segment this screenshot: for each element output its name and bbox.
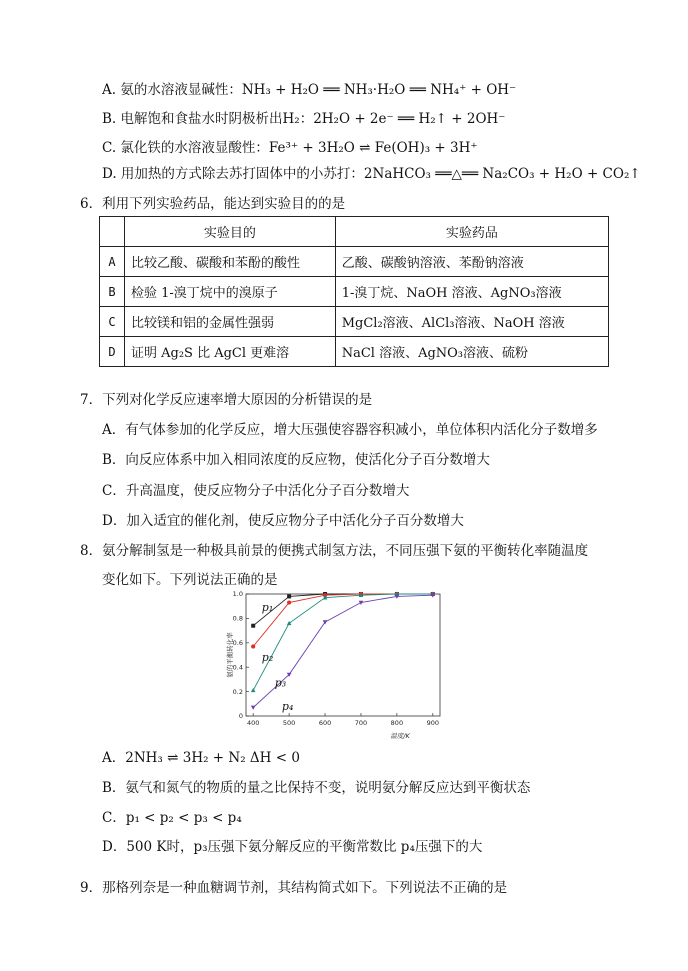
series-line bbox=[253, 594, 433, 626]
table-row bbox=[100, 307, 609, 337]
q6-table bbox=[99, 216, 609, 367]
row-key: A bbox=[100, 247, 125, 277]
y-tick-label: 0.2 bbox=[232, 687, 243, 696]
table-row bbox=[100, 277, 609, 307]
data-point bbox=[251, 644, 255, 648]
row-reagents: 乙酸、碳酸钠溶液、苯酚钠溶液 bbox=[335, 247, 608, 277]
q8-stem-line2: 变化如下。下列说法正确的是 bbox=[102, 572, 278, 588]
q8-option-b: B．氨气和氮气的物质的量之比保持不变，说明氨分解反应达到平衡状态 bbox=[102, 780, 531, 796]
x-tick-label: 400 bbox=[246, 719, 260, 727]
data-point bbox=[287, 594, 291, 598]
q6-stem: 6．利用下列实验药品，能达到实验目的的是 bbox=[80, 196, 346, 212]
q7-option-b: B．向反应体系中加入相同浓度的反应物，使活化分子百分数增大 bbox=[102, 452, 490, 468]
q7-option-c: C．升高温度，使反应物分子中活化分子百分数增大 bbox=[102, 483, 410, 499]
series-label: p₃ bbox=[274, 676, 287, 690]
row-key: B bbox=[100, 277, 125, 307]
row-reagents: 1-溴丁烷、NaOH 溶液、AgNO₃溶液 bbox=[335, 277, 608, 307]
q7-stem: 7．下列对化学反应速率增大原因的分析错误的是 bbox=[80, 392, 373, 408]
series-label: p₄ bbox=[281, 699, 294, 713]
q7-option-d: D．加入适宜的催化剂，使反应物分子中活化分子百分数增大 bbox=[102, 513, 464, 529]
data-point bbox=[287, 621, 292, 625]
q7-option-a: A．有气体参加的化学反应，增大压强使容器容积减小，单位体积内活化分子数增多 bbox=[102, 422, 598, 438]
q8-option-c: C．p₁ < p₂ < p₃ < p₄ bbox=[102, 810, 242, 826]
table-row bbox=[100, 337, 609, 367]
table-header-row bbox=[100, 217, 609, 247]
q8-option-d: D．500 K时，p₃压强下氨分解反应的平衡常数比 p₄压强下的大 bbox=[102, 839, 483, 855]
data-point bbox=[251, 688, 256, 692]
series-line bbox=[253, 595, 433, 707]
y-tick-label: 0.6 bbox=[232, 639, 243, 647]
table-header-blank bbox=[100, 217, 125, 247]
x-tick-label: 600 bbox=[318, 719, 332, 727]
row-purpose: 证明 Ag₂S 比 AgCl 更难溶 bbox=[125, 337, 336, 367]
table-row bbox=[100, 247, 609, 277]
x-tick-label: 500 bbox=[282, 719, 296, 727]
data-point bbox=[251, 706, 256, 710]
series-label: p₁ bbox=[261, 601, 274, 615]
q5-option-d: D. 用加热的方式除去苏打固体中的小苏打：2NaHCO₃ ══△══ Na₂CO₃ + H₂O + CO₂↑ bbox=[102, 166, 641, 182]
row-purpose: 比较镁和铝的金属性强弱 bbox=[125, 307, 336, 337]
table-header-reagents: 实验药品 bbox=[335, 217, 608, 247]
row-key: D bbox=[100, 337, 125, 367]
data-point bbox=[287, 600, 291, 604]
row-reagents: NaCl 溶液、AgNO₃溶液、硫粉 bbox=[335, 337, 608, 367]
x-tick-label: 800 bbox=[390, 719, 404, 727]
y-tick-label: 1.0 bbox=[232, 590, 243, 599]
ammonia-conversion-chart bbox=[220, 588, 450, 746]
q8-stem-line1: 8．氨分解制氢是一种极具前景的便携式制氢方法，不同压强下氨的平衡转化率随温度 bbox=[80, 543, 589, 559]
y-axis-label: 氨的平衡转化率 bbox=[226, 632, 234, 678]
row-reagents: MgCl₂溶液、AlCl₃溶液、NaOH 溶液 bbox=[335, 307, 608, 337]
x-tick-label: 900 bbox=[426, 719, 440, 727]
row-key: C bbox=[100, 307, 125, 337]
q5-option-c: C. 氯化铁的水溶液显酸性：Fe³⁺ + 3H₂O ⇌ Fe(OH)₃ + 3H⁺ bbox=[102, 140, 478, 156]
x-tick-label: 700 bbox=[354, 719, 368, 727]
x-axis-label: 温度/K bbox=[390, 732, 410, 740]
table-header-purpose: 实验目的 bbox=[125, 217, 336, 247]
series-line bbox=[253, 594, 433, 646]
row-purpose: 检验 1-溴丁烷中的溴原子 bbox=[125, 277, 336, 307]
y-tick-label: 0.4 bbox=[232, 663, 243, 672]
data-point bbox=[359, 601, 364, 605]
q5-option-b: B. 电解饱和食盐水时阴极析出H₂：2H₂O + 2e⁻ ══ H₂↑ + 2OH⁻ bbox=[102, 111, 506, 127]
row-purpose: 比较乙酸、碳酸和苯酚的酸性 bbox=[125, 247, 336, 277]
y-tick-label: 0 bbox=[238, 712, 243, 721]
q8-option-a: A．2NH₃ ⇌ 3H₂ + N₂ ΔH < 0 bbox=[102, 750, 300, 766]
data-point bbox=[251, 624, 255, 628]
series-label: p₂ bbox=[261, 651, 274, 665]
q9-stem: 9．那格列奈是一种血糖调节剂，其结构简式如下。下列说法不正确的是 bbox=[80, 880, 508, 896]
y-tick-label: 0.8 bbox=[232, 614, 243, 623]
q5-option-a: A. 氨的水溶液显碱性：NH₃ + H₂O ══ NH₃·H₂O ══ NH₄⁺ + OH⁻ bbox=[102, 82, 517, 98]
